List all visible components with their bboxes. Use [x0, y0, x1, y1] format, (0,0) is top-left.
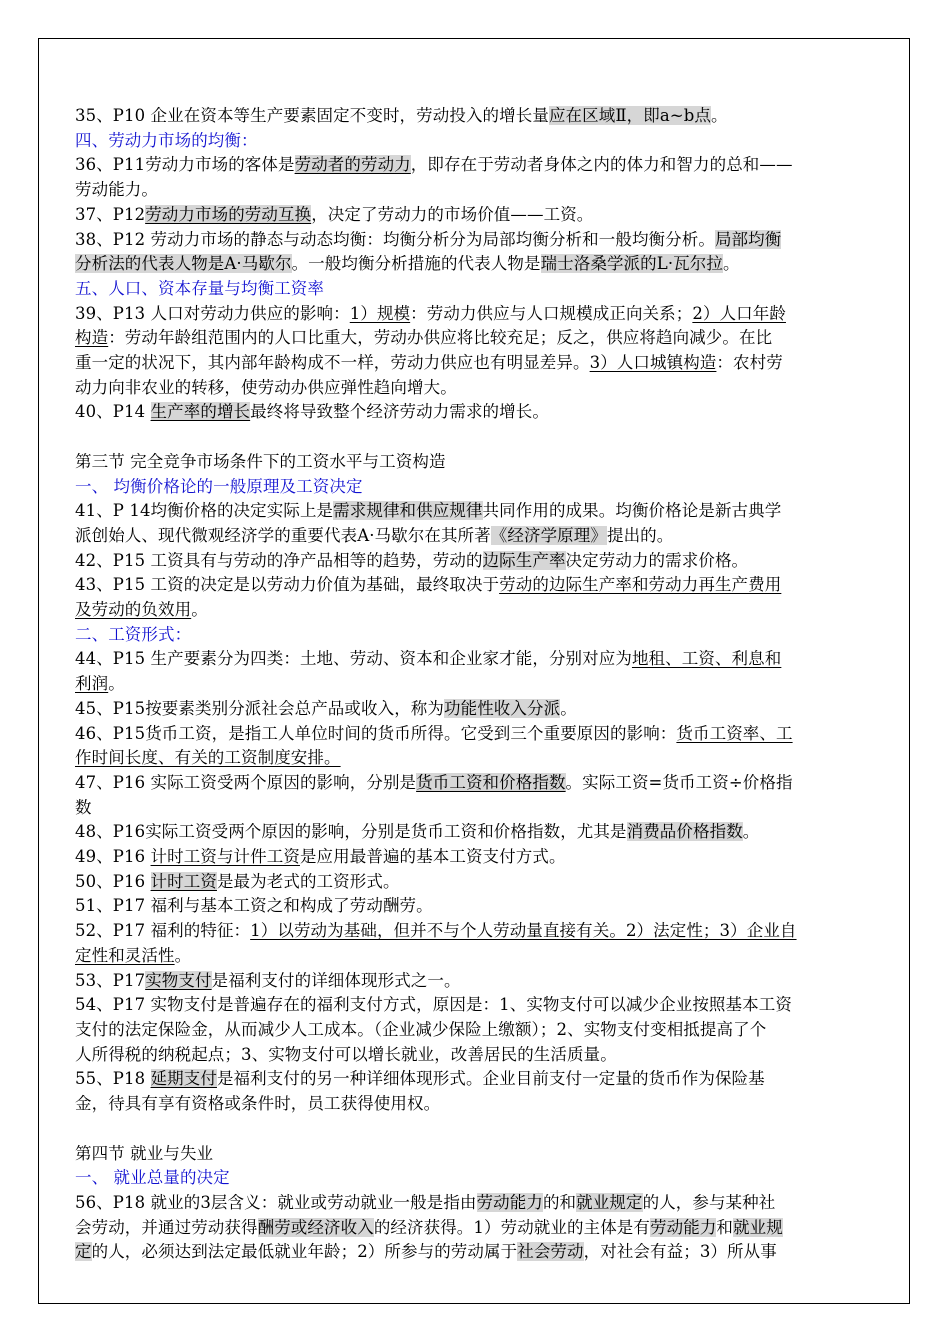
text-run: 42、P15 工资具有与劳动的净产品相等的趋势，劳动的 — [75, 550, 483, 570]
text-line — [75, 326, 892, 351]
text-run: 是福利支付的详细体现形式之一。 — [211, 970, 461, 990]
text-run: 39、P13 人口对劳动力供应的影响： — [75, 303, 350, 323]
text-run: 。一般均衡分析措施的代表人物是 — [291, 254, 541, 274]
section-heading — [75, 1166, 892, 1191]
text-run: 47、P16 实际工资受两个原因的影响，分别是 — [75, 772, 417, 792]
text-run: 。实际工资=货币工资÷价格指 — [565, 772, 793, 792]
text-run: ，决定了劳动力的市场价值——工资。 — [311, 204, 594, 224]
text-run: 49、P16 — [75, 847, 151, 867]
text-run: ，对社会有益；3）所从事 — [583, 1242, 777, 1262]
section-heading — [75, 475, 892, 500]
text-line — [75, 302, 892, 327]
text-run: 38、P12 劳动力市场的静态与动态均衡：均衡分析分为局部均衡分析和一般均衡分析。 — [75, 229, 715, 249]
text-run: 第四节 就业与失业 — [75, 1143, 214, 1163]
text-line — [75, 252, 892, 277]
text-line — [75, 153, 892, 178]
text-run: 和 — [716, 1217, 734, 1237]
text-line — [75, 104, 892, 129]
text-line — [75, 647, 892, 672]
highlighted-text: 酬劳或经济收入 — [257, 1217, 374, 1237]
highlighted-text: 货币工资和价格指数 — [416, 772, 566, 792]
highlighted-text: 计时工资与计件工资 — [150, 847, 300, 867]
highlighted-text: 计时工资 — [150, 871, 217, 891]
highlighted-text: 劳动的边际生产率和劳动力再生产费用 — [499, 575, 782, 595]
text-line — [75, 944, 892, 969]
text-run: 数 — [75, 797, 92, 817]
text-run: 的和 — [542, 1192, 577, 1212]
highlighted-text: 应在区域Ⅱ，即a~b点 — [548, 106, 711, 125]
text-run: 。 — [742, 822, 760, 842]
text-line — [75, 894, 892, 919]
text-run: 36、P11劳动力市场的客体是 — [75, 155, 295, 175]
text-run: 55、P18 — [75, 1069, 151, 1089]
text-line — [75, 1043, 892, 1068]
text-run: 46、P15货币工资，是指工人单位时间的货币所得。它受到三个重要原因的影响： — [75, 723, 677, 743]
highlighted-text: 作时间长度、有关的工资制度安排。 — [75, 748, 341, 768]
highlighted-text: 延期支付 — [150, 1069, 217, 1089]
highlighted-text: 及劳动的负效用 — [75, 600, 192, 620]
text-run: 。 — [711, 106, 728, 125]
highlighted-text: 《经济学原理》 — [490, 525, 607, 545]
text-run: 45、P15按要素类别分派社会总产品或收入，称为 — [75, 698, 444, 718]
text-line — [75, 919, 892, 944]
highlighted-text: 瑞士洛桑学派的L·瓦尔拉 — [540, 254, 723, 274]
text-line — [75, 598, 892, 623]
text-line — [75, 1142, 892, 1167]
text-run: 支付的法定保险金，从而减少人工成本。（企业减少保险上缴额）；2、实物支付变相抵提高了个 — [75, 1020, 767, 1039]
highlighted-text: 劳动者的劳动力 — [294, 155, 411, 175]
text-run: 的人，参与某种社 — [642, 1192, 776, 1212]
text-run: 53、P17 — [75, 970, 146, 990]
text-line — [75, 746, 892, 771]
text-line — [75, 1092, 892, 1117]
text-line — [75, 1018, 892, 1043]
text-line — [75, 993, 892, 1018]
highlighted-text: 边际生产率 — [482, 550, 566, 570]
highlighted-text: 构造 — [75, 328, 109, 348]
text-run: 的经济获得。1）劳动就业的主体是有 — [373, 1217, 651, 1237]
document-body — [75, 104, 892, 1265]
highlighted-text: 实物支付 — [145, 970, 212, 990]
text-line — [75, 845, 892, 870]
highlighted-text: 利润 — [75, 674, 109, 694]
text-run: 一、 就业总量的决定 — [75, 1168, 230, 1188]
text-run: 35、P10 企业在资本等生产要素固定不变时，劳动投入的增长量 — [75, 106, 549, 125]
text-run: 51、P17 福利与基本工资之和构成了劳动酬劳。 — [75, 896, 433, 916]
text-run: 44、P15 生产要素分为四类：土地、劳动、资本和企业家才能，分别对应为 — [75, 649, 632, 669]
text-line — [75, 1240, 892, 1265]
text-line — [75, 697, 892, 722]
text-line — [75, 450, 892, 475]
text-run: 是福利支付的另一种详细体现形式。企业目前支付一定量的货币作为保险基 — [216, 1069, 765, 1089]
text-line — [75, 1067, 892, 1092]
section-heading — [75, 277, 892, 302]
text-line — [75, 228, 892, 253]
text-line — [75, 820, 892, 845]
text-run: 动力向非农业的转移，使劳动办供应弹性趋向增大。 — [75, 377, 457, 397]
blank-line — [75, 425, 892, 450]
text-line — [75, 203, 892, 228]
text-line — [75, 672, 892, 697]
text-line — [75, 1191, 892, 1216]
highlighted-text: 1）规模 — [349, 303, 411, 323]
text-run: 52、P17 福利的特征： — [75, 921, 251, 941]
text-run: 是应用最普遍的基本工资支付方式。 — [299, 847, 566, 867]
text-run: 40、P14 — [75, 402, 151, 422]
text-run: 50、P16 — [75, 871, 151, 891]
text-run: 派创始人、现代微观经济学的重要代表A·马歇尔在其所著 — [75, 525, 491, 545]
highlighted-text: 生产率的增长 — [150, 402, 251, 422]
text-line — [75, 573, 892, 598]
text-line — [75, 524, 892, 549]
text-run: 五、人口、资本存量与均衡工资率 — [75, 278, 324, 298]
text-line — [75, 969, 892, 994]
text-run: 37、P12 — [75, 204, 146, 224]
highlighted-text: 分析法的代表人物是A·马歇尔 — [75, 254, 292, 274]
highlighted-text: 社会劳动 — [517, 1242, 584, 1262]
text-line — [75, 722, 892, 747]
text-run: 。 — [560, 698, 577, 718]
highlighted-text: 消费品价格指数 — [626, 822, 743, 842]
text-run: 金，待具有享有资格或条件时，员工获得使用权。 — [75, 1094, 441, 1114]
section-heading — [75, 623, 892, 648]
text-line — [75, 796, 892, 821]
text-run: ，即存在于劳动者身体之内的体力和智力的总和—— — [410, 155, 793, 175]
highlighted-text: 货币工资率、工 — [676, 723, 793, 743]
text-line — [75, 549, 892, 574]
text-run: 41、P 14均衡价格的决定实际上是 — [75, 501, 334, 521]
highlighted-text: 3）人口城镇构造 — [589, 353, 717, 373]
text-run: 劳动能力。 — [75, 180, 158, 200]
text-line — [75, 771, 892, 796]
blank-line — [75, 1117, 892, 1142]
text-run: 一、 均衡价格论的一般原理及工资决定 — [75, 476, 363, 496]
text-run: 提出的。 — [606, 525, 674, 545]
text-run: 二、工资形式： — [75, 624, 192, 644]
text-run: 人所得税的纳税起点；3、实物支付可以增长就业，改善居民的生活质量。 — [75, 1044, 617, 1064]
highlighted-text: 劳动力市场的劳动互换 — [145, 204, 312, 224]
text-run: 是最为老式的工资形式。 — [216, 871, 400, 891]
section-heading — [75, 129, 892, 154]
text-run: 决定劳动力的需求价格。 — [565, 550, 749, 570]
text-line — [75, 870, 892, 895]
highlighted-text: 功能性收入分派 — [444, 698, 561, 718]
highlighted-text: 就业规定 — [576, 1192, 643, 1212]
highlighted-text: 需求规律和供应规律 — [333, 501, 483, 521]
highlighted-text: 劳动能力 — [650, 1217, 717, 1237]
highlighted-text: 局部均衡 — [714, 229, 782, 249]
text-run: 会劳动，并通过劳动获得 — [75, 1217, 258, 1237]
text-run: 第三节 完全竞争市场条件下的工资水平与工资构造 — [75, 451, 446, 471]
highlighted-text: 地租、工资、利息和 — [631, 649, 782, 669]
highlighted-text: 定 — [75, 1242, 92, 1262]
text-run: 。 — [108, 674, 125, 694]
text-run: 最终将导致整个经济劳动力需求的增长。 — [250, 402, 549, 422]
highlighted-text: 劳动能力 — [476, 1192, 543, 1212]
highlighted-text: 定性和灵活性 — [75, 945, 175, 965]
text-run: 共同作用的成果。均衡价格论是新古典学 — [482, 501, 782, 521]
text-run: 。 — [722, 254, 740, 274]
text-run: 56、P18 就业的3层含义：就业或劳动就业一般是指由 — [75, 1192, 477, 1212]
text-run: 重一定的状况下，其内部年龄构成不一样，劳动力供应也有明显差异。 — [75, 353, 590, 373]
text-run: 43、P15 工资的决定是以劳动力价值为基础，最终取决于 — [75, 575, 500, 595]
text-run: 。 — [174, 945, 192, 965]
text-run: ：劳动力供应与人口规模成正向关系； — [410, 303, 693, 323]
text-run: ：劳动年龄组范围内的人口比重大，劳动办供应将比较充足；反之，供应将趋向减少。在比 — [108, 328, 773, 348]
text-run: 四、劳动力市场的均衡： — [75, 130, 258, 150]
text-run: 48、P16实际工资受两个原因的影响，分别是货币工资和价格指数，尤其是 — [75, 822, 627, 842]
text-run: ：农村劳 — [716, 353, 783, 373]
highlighted-text: 2）人口年龄 — [692, 303, 786, 323]
text-run: 的人，必须达到法定最低就业年龄；2）所参与的劳动属于 — [91, 1242, 518, 1262]
highlighted-text: 1）以劳动为基础，但并不与个人劳动量直接有关。2）法定性；3）企业自 — [250, 921, 797, 941]
text-line — [75, 499, 892, 524]
text-run: 。 — [191, 600, 208, 620]
text-line — [75, 400, 892, 425]
highlighted-text: 就业规 — [733, 1217, 783, 1237]
text-line — [75, 351, 892, 376]
text-line — [75, 376, 892, 401]
text-line — [75, 178, 892, 203]
text-run: 54、P17 实物支付是普遍存在的福利支付方式，原因是：1、实物支付可以减少企业按照基本工资 — [75, 995, 792, 1015]
text-line — [75, 1216, 892, 1241]
